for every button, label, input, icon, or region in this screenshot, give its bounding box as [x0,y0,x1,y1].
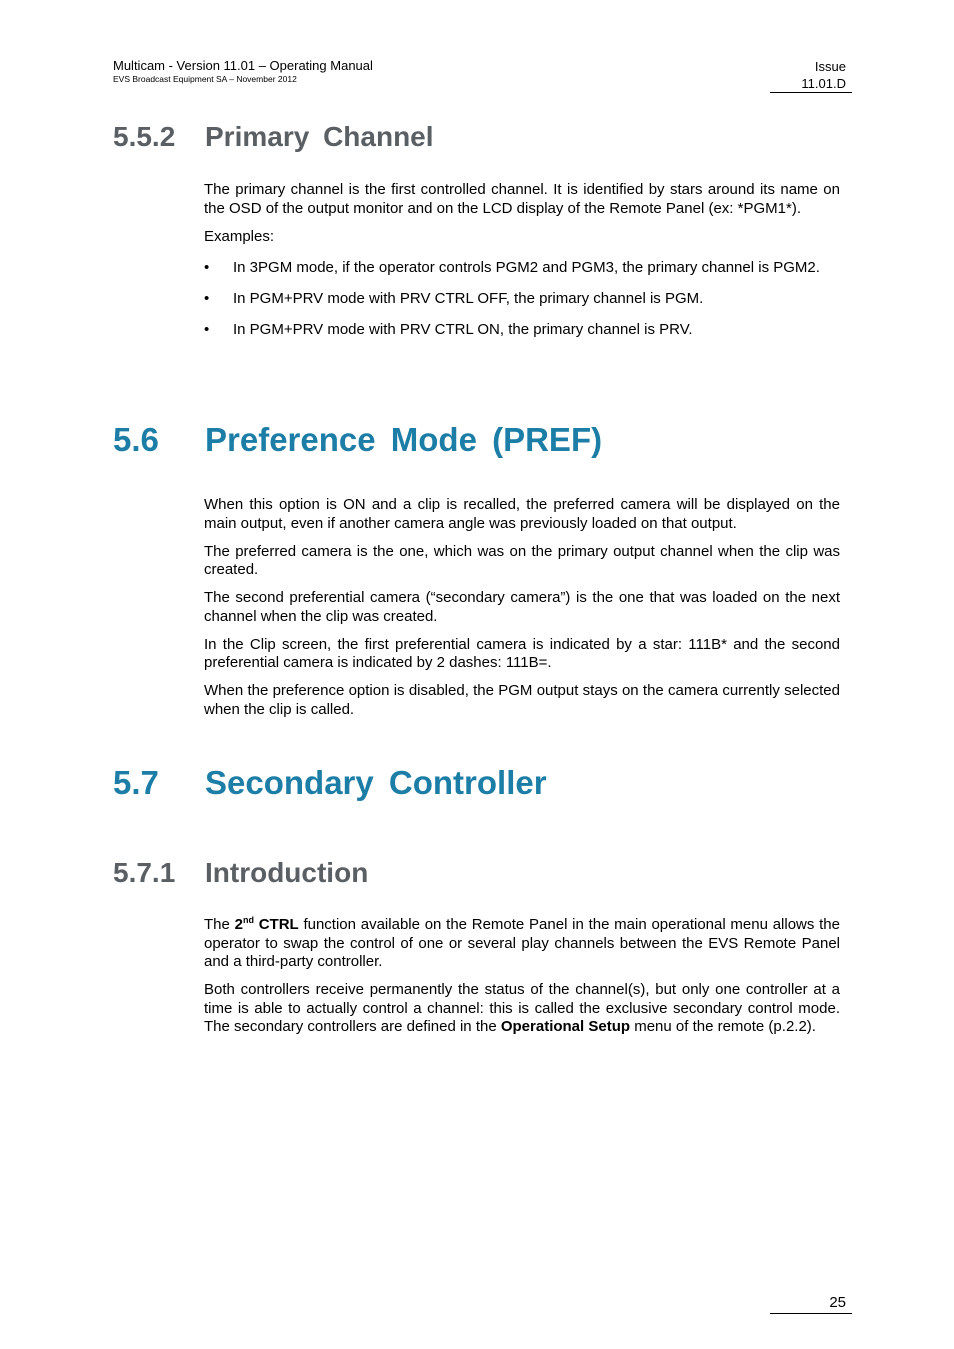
section-number: 5.5.2 [113,121,176,152]
manual-title: Multicam - Version 11.01 – Operating Manual [113,58,373,73]
paragraph: The preferred camera is the one, which was on the primary output channel when the clip was created. [204,542,840,578]
list-item: • In PGM+PRV mode with PRV CTRL OFF, the primary channel is PGM. [204,290,704,307]
paragraph: In the Clip screen, the first preferential camera is indicated by a star: 111B* and the second preferential camera is indicated by 2 dashes: 111B=. [204,635,840,671]
section-title: Secondary Controller [205,764,547,801]
bold-term: Operational Setup [500,1018,631,1035]
paragraph: Both controllers receive permanently the status of the channel(s), but only one controller at a time is able to actually control a channel: this is called the exclusive secondary control mode. The secondary controllers are defined in the Operational Setup menu of the remote (p.2.2). [204,981,840,1035]
section-title: Primary Channel [205,121,434,152]
bullet-icon: • [204,290,210,307]
issue-box [770,58,852,93]
heading-5-7-1 [113,857,368,889]
section-number: 5.7 [113,764,159,801]
page-number: 25 [770,1294,852,1314]
section-number: 5.7.1 [113,857,176,888]
examples-list [204,259,840,340]
section-number: 5.6 [113,421,159,458]
bold-term: 2nd CTRL [234,915,299,933]
section-5-7-1-body [204,916,840,1046]
paragraph: The 2nd CTRL function available on the Remote Panel in the main operational menu allows the operator to swap the control of one or several play channels between the EVS Remote Panel and a third-party controller. [204,915,840,970]
publisher-date: EVS Broadcast Equipment SA – November 2012 [113,74,297,84]
heading-5-5-2 [113,121,434,153]
bullet-icon: • [204,321,210,338]
list-item: • In PGM+PRV mode with PRV CTRL ON, the primary channel is PRV. [204,321,693,338]
section-5-6-body [204,496,840,729]
paragraph: The primary channel is the first controlled channel. It is identified by stars around its name on the OSD of the output monitor and on the LCD display of the Remote Panel (ex: *PGM1*). [204,181,840,217]
paragraph: Examples: [204,227,275,245]
issue-label: Issue [814,59,846,74]
section-title: Preference Mode (PREF) [205,421,603,458]
bullet-icon: • [204,259,210,276]
issue-number: 11.01.D [770,75,852,93]
section-title: Introduction [205,857,369,888]
paragraph: The second preferential camera (“secondary camera”) is the one that was loaded on the next channel when the clip was created. [204,589,840,625]
section-5-5-2-body [204,181,840,352]
paragraph: When the preference option is disabled, the PGM output stays on the camera currently selected when the clip is called. [204,682,840,718]
list-item: • In 3PGM mode, if the operator controls PGM2 and PGM3, the primary channel is PGM2. [204,259,820,276]
heading-5-6 [113,421,602,459]
heading-5-7 [113,764,547,802]
page-header [113,58,373,85]
paragraph: When this option is ON and a clip is recalled, the preferred camera will be displayed on the main output, even if another camera angle was previously loaded on that output. [204,496,840,532]
